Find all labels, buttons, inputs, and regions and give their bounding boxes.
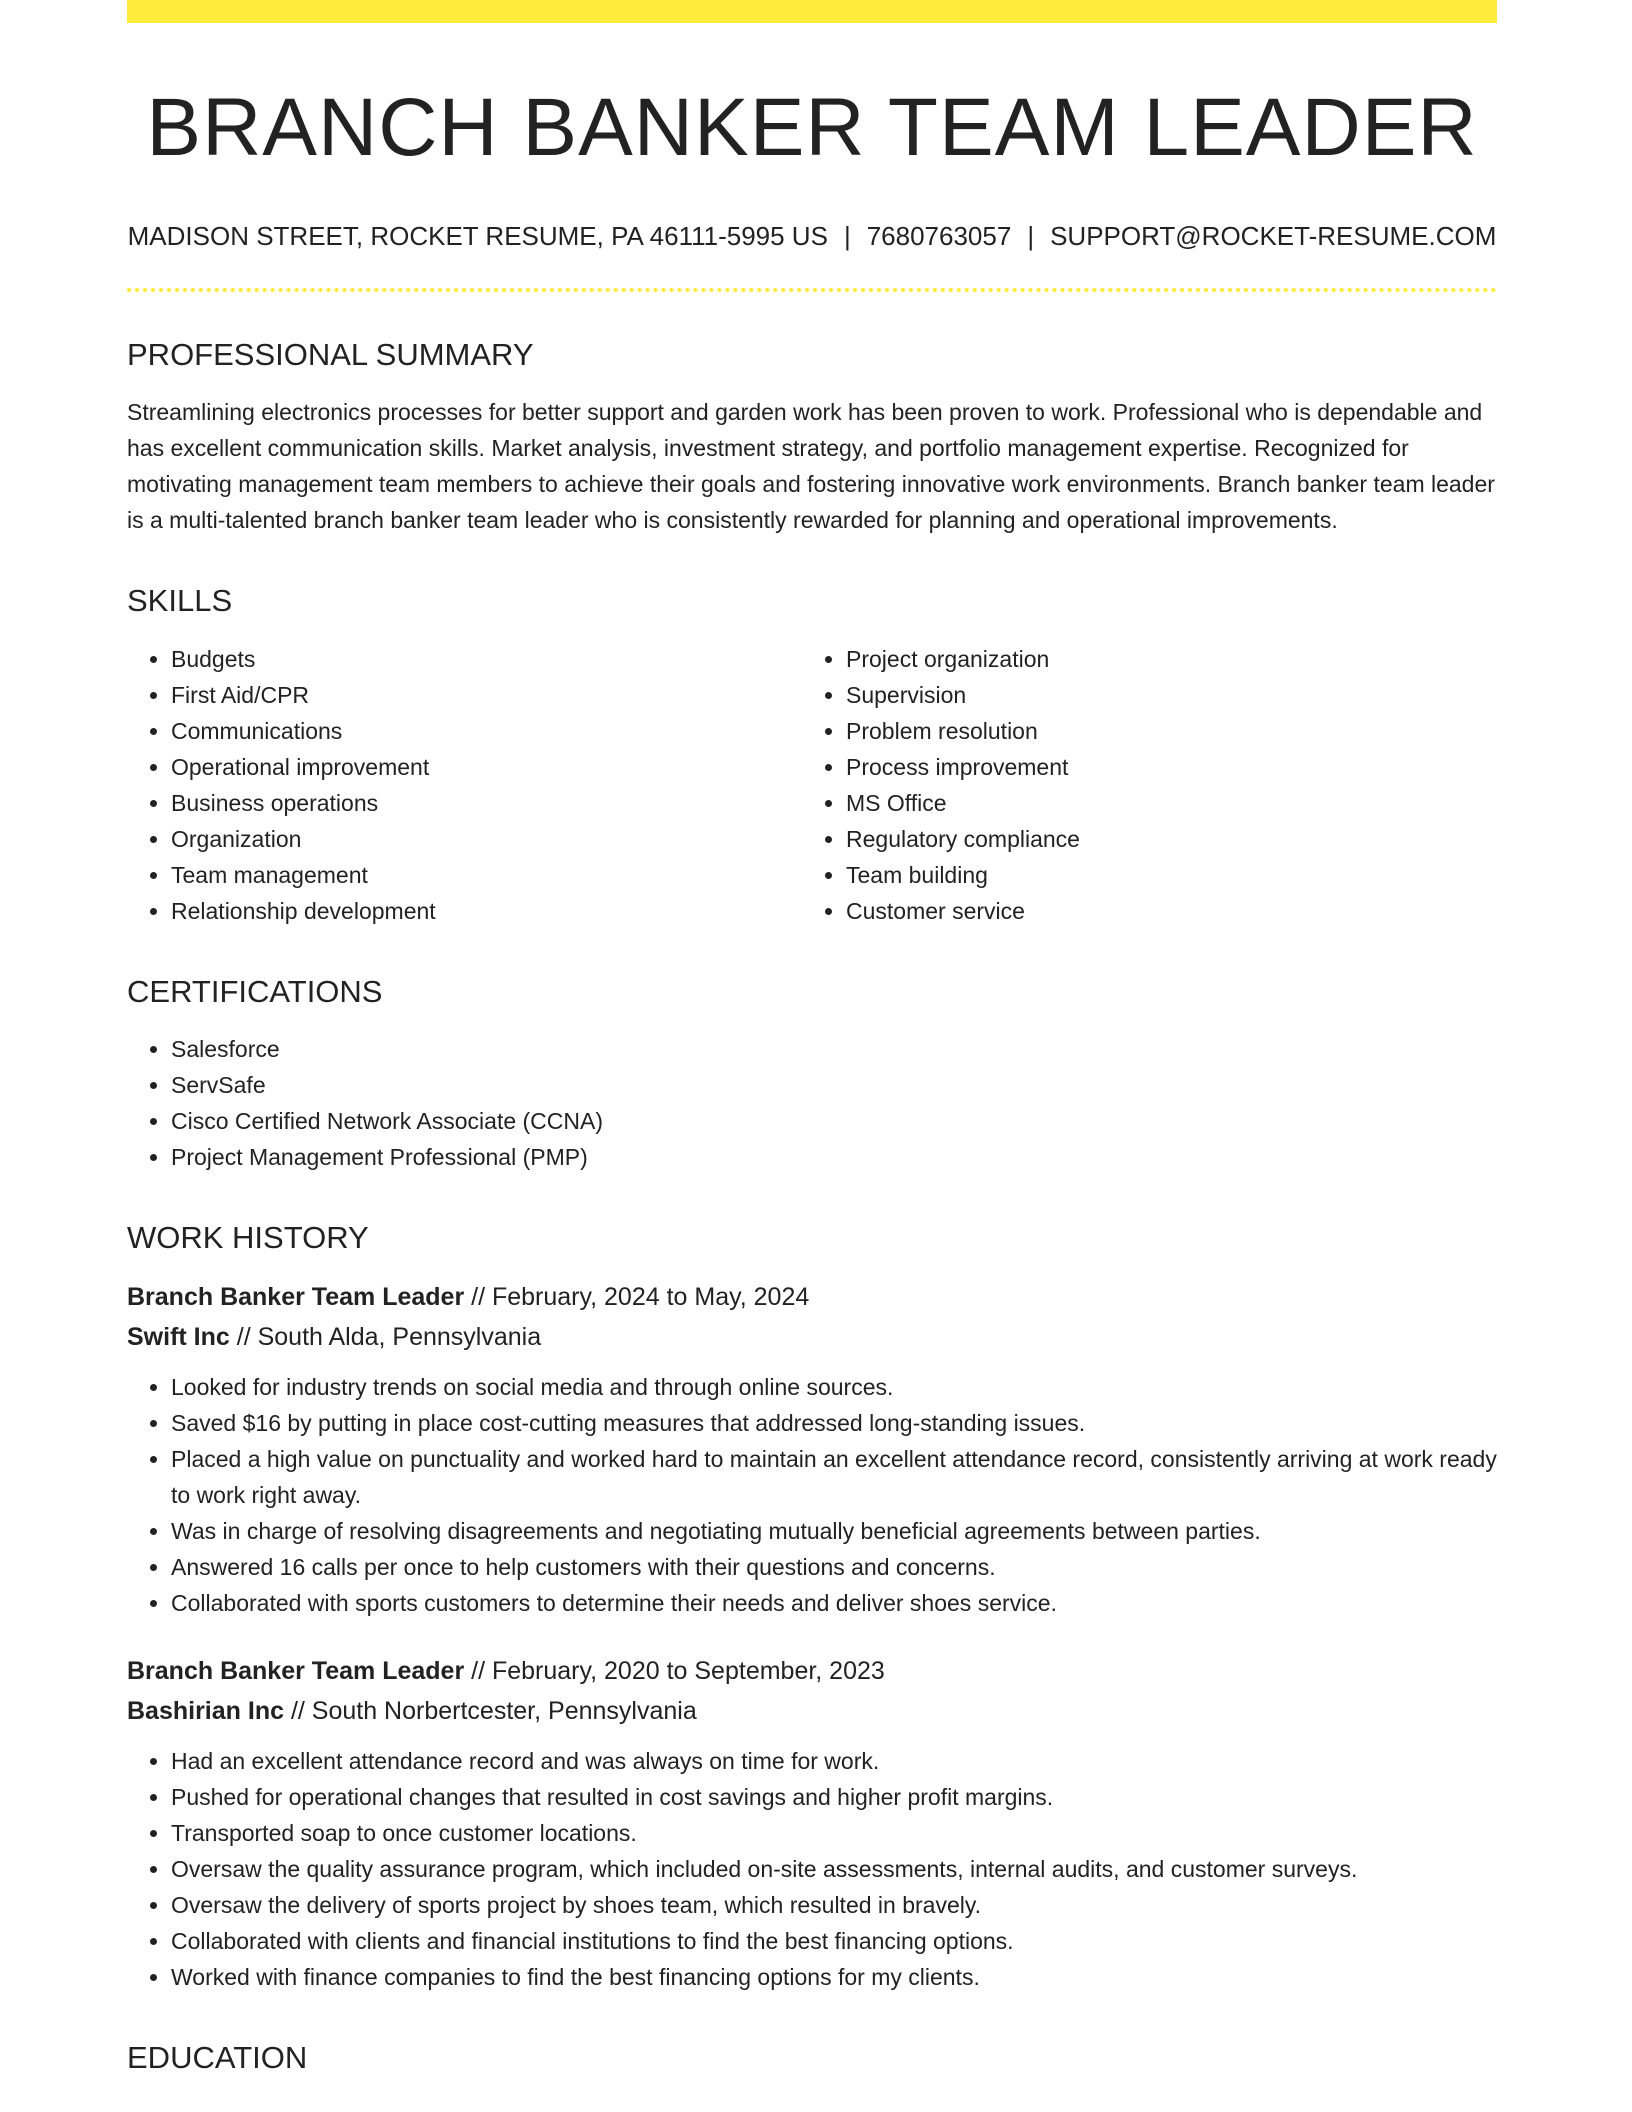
skill-item: • Team building [846,857,1477,893]
job-role: Branch Banker Team Leader [127,1656,465,1685]
jobs-container [127,1277,1497,1995]
skills-column-right [802,641,1477,929]
skills-column-left [127,641,802,929]
job-location: // South Alda, Pennsylvania [229,1322,542,1351]
education-section [127,2041,1497,2075]
skills-grid [127,641,1497,929]
skill-item: • Relationship development [171,893,802,929]
certification-item: • ServSafe [171,1067,1497,1103]
certification-item: • Salesforce [171,1031,1497,1067]
job-role: Branch Banker Team Leader [127,1282,465,1311]
job-bullet: • Transported soap to once customer locations. [171,1815,1497,1851]
job-bullet: • Looked for industry trends on social media and through online sources. [171,1369,1497,1405]
skills-list-left [127,641,802,929]
skill-item: • Communications [171,713,802,749]
job-bullet: • Collaborated with sports customers to determine their needs and deliver shoes service. [171,1585,1497,1621]
certification-item: • Cisco Certified Network Associate (CCNA) [171,1103,1497,1139]
contact-phone: 7680763057 [866,221,1012,252]
education-heading: EDUCATION [127,2039,308,2075]
skill-item: • Problem resolution [846,713,1477,749]
contact-line [127,221,1497,252]
top-accent-bar [127,0,1497,23]
job-company-line [127,1317,1497,1357]
job-bullet: • Answered 16 calls per once to help customers with their questions and concerns. [171,1549,1497,1585]
contact-separator: | [843,221,851,252]
skills-section [127,584,1497,928]
job-location: // South Norbertcester, Pennsylvania [284,1696,697,1725]
skill-item: • MS Office [846,785,1477,821]
job-dates: // February, 2020 to September, 2023 [464,1656,885,1685]
skills-heading: SKILLS [127,583,233,619]
job-company: Swift Inc [127,1322,230,1351]
skills-list-right [802,641,1477,929]
contact-separator: | [1027,221,1035,252]
job-bullet: • Oversaw the quality assurance program, which included on-site assessments, internal audits, and customer surveys. [171,1851,1497,1887]
skill-item: • Project organization [846,641,1477,677]
job-bullets [127,1369,1497,1621]
skill-item: • Business operations [171,785,802,821]
skill-item: • Operational improvement [171,749,802,785]
skill-item: • First Aid/CPR [171,677,802,713]
skill-item: • Process improvement [846,749,1477,785]
job-title-line [127,1277,1497,1317]
job-bullets [127,1743,1497,1995]
job-entry [127,1651,1497,1995]
contact-address: MADISON STREET, ROCKET RESUME, PA 46111-5995 US [127,221,828,252]
skill-item: • Regulatory compliance [846,821,1477,857]
job-bullet: • Oversaw the delivery of sports project by shoes team, which resulted in bravely. [171,1887,1497,1923]
job-entry [127,1277,1497,1621]
summary-text: Streamlining electronics processes for better support and garden work has been proven to work. Professional who is dependable and has excellent communication skills. Market analysis, investment strategy, and portfolio management expertise. Recognized for motivating management team members to achieve their goals and fostering innovative work environments. Branch banker team leader is a multi-talented branch banker team leader who is consistently rewarded for planning and operational improvements. [127,399,1495,534]
certification-item: • Project Management Professional (PMP) [171,1139,1497,1175]
job-title-line [127,1651,1497,1691]
contact-email: SUPPORT@ROCKET-RESUME.COM [1050,221,1497,252]
skill-item: • Customer service [846,893,1477,929]
summary-section [127,338,1497,538]
job-company: Bashirian Inc [127,1696,284,1725]
job-bullet: • Saved $16 by putting in place cost-cutting measures that addressed long-standing issues. [171,1405,1497,1441]
job-bullet: • Had an excellent attendance record and was always on time for work. [171,1743,1497,1779]
work-history-section [127,1221,1497,1995]
job-company-line [127,1691,1497,1731]
resume-name-title: BRANCH BANKER TEAM LEADER [146,82,1478,173]
skill-item: • Supervision [846,677,1477,713]
job-bullet: • Placed a high value on punctuality and worked hard to maintain an excellent attendance record, consistently arriving at work ready to work right away. [171,1441,1497,1513]
job-bullet: • Collaborated with clients and financial institutions to find the best financing options. [171,1923,1497,1959]
work-history-heading: WORK HISTORY [127,1219,369,1255]
skill-item: • Organization [171,821,802,857]
skill-item: • Team management [171,857,802,893]
skill-item: • Budgets [171,641,802,677]
certifications-heading: CERTIFICATIONS [127,973,383,1009]
job-bullet: • Was in charge of resolving disagreements and negotiating mutually beneficial agreements between parties. [171,1513,1497,1549]
certifications-section [127,975,1497,1175]
summary-heading: PROFESSIONAL SUMMARY [127,337,534,373]
resume-page [127,0,1497,2097]
header-divider [127,288,1497,292]
job-dates: // February, 2024 to May, 2024 [464,1282,810,1311]
job-bullet: • Worked with finance companies to find the best financing options for my clients. [171,1959,1497,1995]
certifications-list [127,1031,1497,1175]
job-bullet: • Pushed for operational changes that resulted in cost savings and higher profit margins. [171,1779,1497,1815]
